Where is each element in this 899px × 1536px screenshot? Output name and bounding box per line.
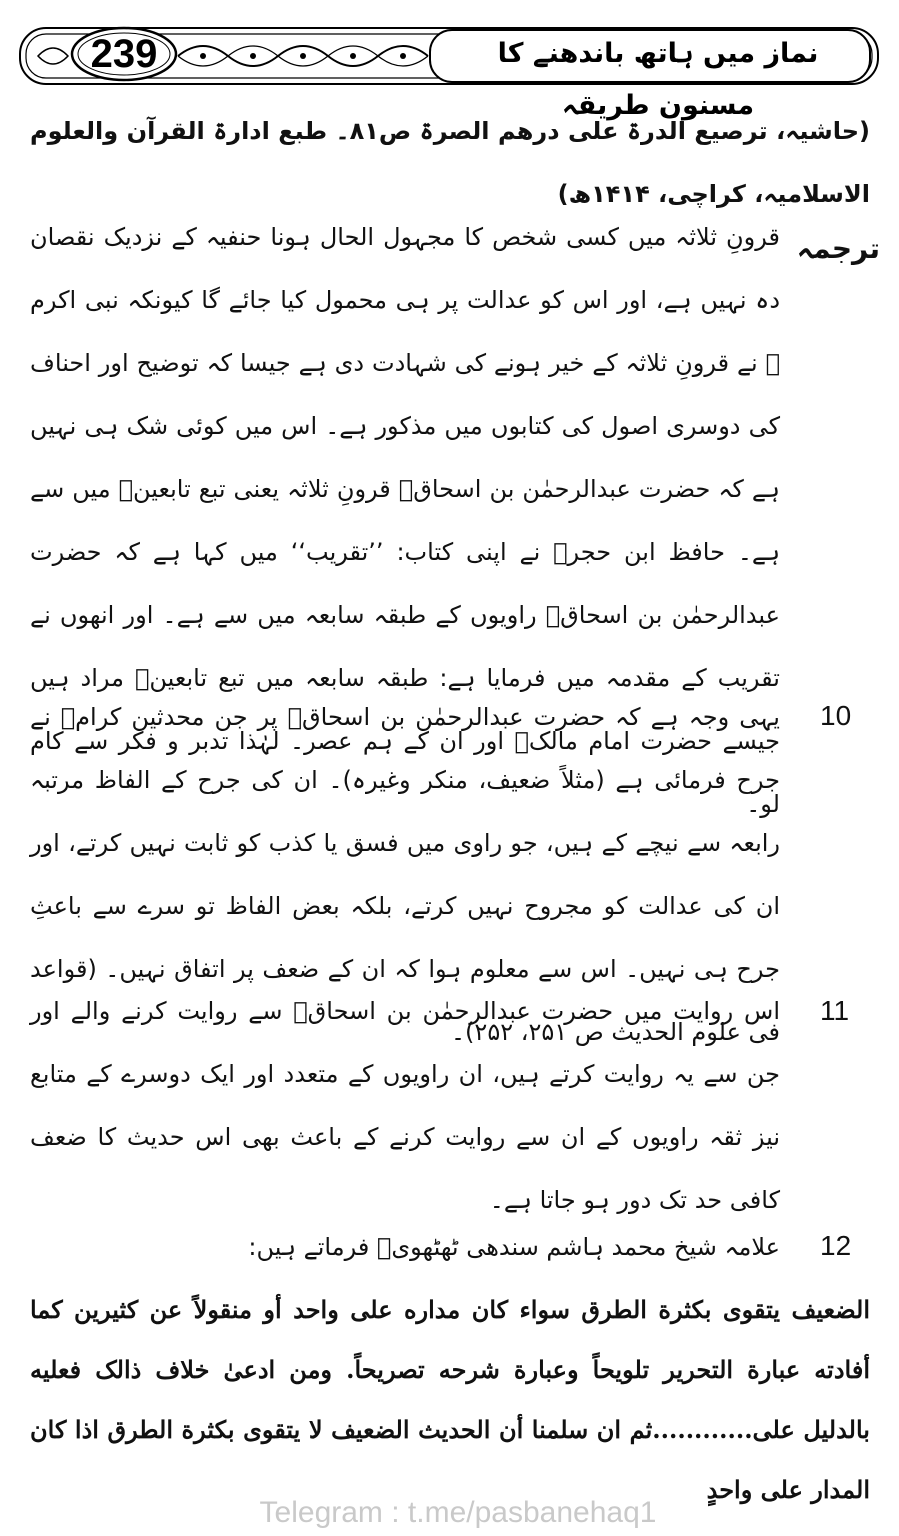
point-paragraph-11: اس روایت میں حضرت عبدالرحمٰن بن اسحاقؒ سے روایت کرنے والے اور جن سے یہ روایت کرتے ہیں، ان راویوں کے متعدد اور ایک دوسرے کے متابع نیز ثقہ راویوں کے ان سے روایت کرنے کے باعث بھی اس حدیث کا ضعف کافی حد تک دور ہو جاتا ہے۔	[30, 997, 780, 1214]
point-paragraph-12: علامہ شیخ محمد ہاشم سندھی ٹھٹھویؒ فرماتے ہیں:	[248, 1233, 780, 1261]
telegram-watermark: Telegram : t.me/pasbanehaq1	[259, 1496, 657, 1529]
chapter-title: نماز میں ہاتھ باندھنے کا مسنون طریقہ	[497, 38, 819, 121]
point-number-11: 11	[820, 995, 850, 1026]
point-number-10: 10	[820, 700, 852, 731]
page-number: 239	[90, 32, 158, 76]
point-number-12: 12	[820, 1230, 852, 1261]
translation-paragraph: قرونِ ثلاثہ میں کسی شخص کا مجہول الحال ہونا حنفیہ کے نزدیک نقصان دہ نہیں ہے، اور اس کو عدالت پر ہی محمول کیا جائے گا کیونکہ نبی اکرم ﷺ نے قرونِ ثلاثہ کے خیر ہونے کی شہادت دی ہے جیسا کہ توضیح اور احناف کی دوسری اصول کی کتابوں میں مذکور ہے۔ اس میں کوئی شک ہی نہیں ہے کہ حضرت عبدالرحمٰن بن اسحاقؒ قرونِ ثلاثہ یعنی تبع تابعینؒ میں سے ہے۔ حافظ ابن حجرؒ نے اپنی کتاب: ’’تقریب‘‘ میں کہا ہے کہ حضرت عبدالرحمٰن بن اسحاقؒ راویوں کے طبقہ سابعہ میں سے ہے۔ اور انھوں نے تقریب کے مقدمہ میں فرمایا ہے: طبقہ سابعہ میں تبع تابعینؒ مراد ہیں جیسے حضرت امام مالکؒ اور ان کے ہم عصر۔ لہٰذا تدبر و فکر سے کام لو۔	[30, 223, 780, 818]
point-paragraph-10: یہی وجہ ہے کہ حضرت عبدالرحمٰن بن اسحاقؒ پر جن محدثین کرامؒ نے جرح فرمائی ہے (مثلاً ضعیف، منکر وغیرہ)۔ ان کی جرح کے الفاظ مرتبہ رابعہ سے نیچے کے ہیں، جو راوی میں فسق یا کذب کو ثابت نہیں کرتے، اور ان کی عدالت کو مجروح نہیں کرتے، بلکہ بعض الفاظ تو سرے سے باعثِ جرح ہی نہیں۔ اس سے معلوم ہوا کہ ان کے ضعف پر اتفاق نہیں۔ (قواعد فی علوم الحدیث ص ۲۵۱، ۲۵۲)۔	[30, 703, 780, 1046]
arabic-quotation: الضعيف يتقوى بكثرة الطرق سواء كان مداره على واحد أو منقولاً عن كثيرين كما أفادته عبارة التحرير تلويحاً وعبارة شرحه تصريحاً. ومن ادعىٰ خلاف ذالک فعليه بالدليل على............ثم ان سلمنا أن الحديث الضعيف لا يتقوى بكثرة الطرق اذا كان المدار على واحدٍ	[30, 1295, 870, 1504]
page-header	[18, 26, 880, 121]
translation-label: ترجمہ	[796, 232, 880, 265]
citation-top: (حاشیہ، ترصیع الدرۃ علی درھم الصرۃ ص۸۱۔ طبع ادارۃ القرآن والعلوم الاسلامیہ، کراچی، ۱۴۱۴ھ)	[30, 117, 871, 208]
